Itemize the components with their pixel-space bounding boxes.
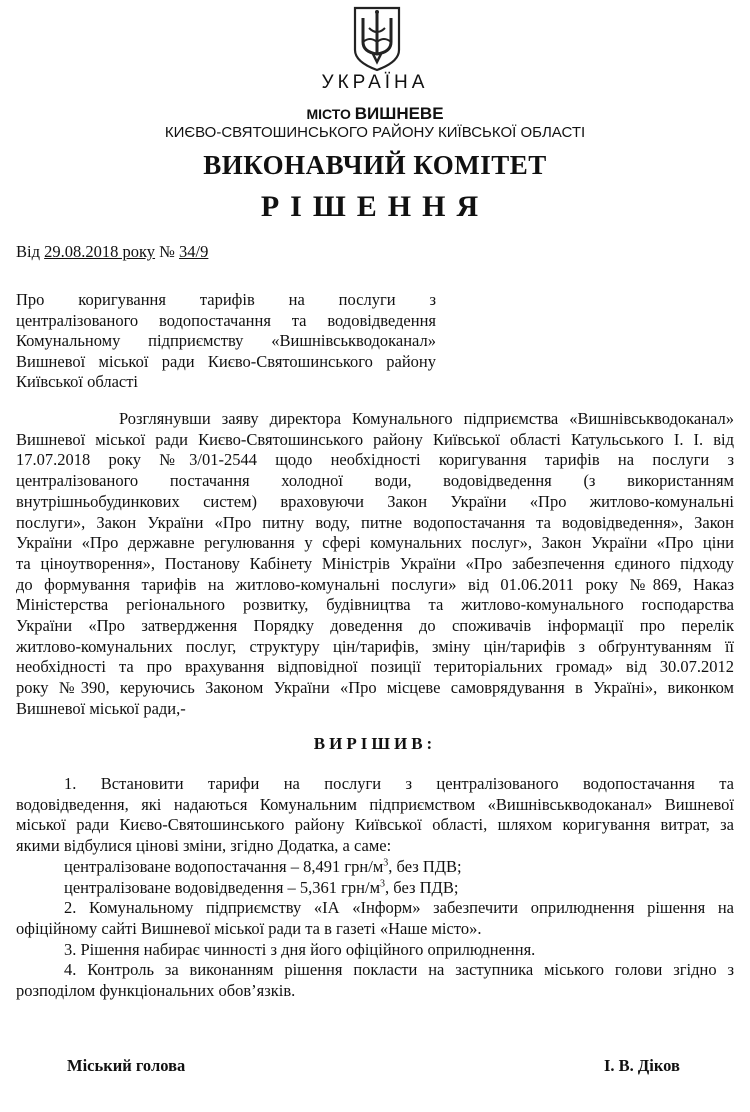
preamble-line: послуги», Закон України «Про питну воду, питне водопостачання та водовідведення», Закон	[16, 512, 734, 532]
preamble-line: до формування тарифів на житлово-комунальні послуги» від 01.06.2011 року №869, Наказ	[16, 574, 734, 594]
tariff-suffix: , без ПДВ;	[385, 877, 459, 897]
decision-items	[16, 774, 734, 1002]
dateline	[16, 242, 208, 262]
tariff-text: централізоване водопостачання – 8,491 грн/м	[64, 856, 384, 876]
subject-line: Комунальному підприємству «Вишнівськводоканал»	[16, 331, 436, 350]
subject-line: Про коригування тарифів на послуги з	[16, 290, 436, 309]
preamble-line: року №390, керуючись Законом України «Про місцеве самоврядування в Україні», виконком	[16, 678, 734, 698]
committee-title: ВИКОНАВЧИЙ КОМІТЕТ	[203, 150, 547, 180]
tariff-water-drainage	[16, 878, 734, 899]
tariff-unit-power: 3	[380, 878, 386, 890]
tariff-text: централізоване водовідведення – 5,361 грн/м	[64, 877, 381, 897]
preamble-line: необхідності та про врахування відповідної позиції територіальних громад» від 30.07.2012	[16, 657, 734, 677]
resolved-heading: ВИРІШИВ:	[313, 734, 437, 753]
item-1-line: якими відбулися цінові зміни, згідно Додатка, а саме:	[16, 836, 392, 856]
preamble-line: Вишневої міської ради Києво-Святошинського району Київської області Катульського І. І. від	[16, 429, 734, 449]
preamble-line: житлово-комунальних послуг, структуру цін/тарифів, зміну цін/тарифів з обґрунтуванням її	[16, 636, 734, 656]
preamble-line: України «Про затвердження Порядку доведення до споживачів інформації про перелік	[16, 616, 734, 636]
trident-coat-of-arms-icon	[352, 6, 402, 72]
city-name: ВИШНЕВЕ	[354, 104, 444, 123]
decision-number: 34/9	[179, 242, 209, 261]
document-type-title: РІШЕННЯ	[260, 190, 490, 223]
item-4-line: 4. Контроль за виконанням рішення покласти на заступника міського голови згідно з	[64, 960, 734, 980]
item-1-line: 1. Встановити тарифи на послуги з централізованого водопостачання та	[64, 774, 734, 793]
preamble-line: України «Про державне регулювання у сфері комунальних послуг», Закон України «Про ціни	[16, 533, 734, 553]
tariff-water-supply	[16, 857, 734, 878]
item-1-line: водовідведення, які надаються Комунальним підприємством «Вишнівськводоканал» Вишневої	[16, 794, 734, 814]
preamble-line: Вишневої міської ради,-	[16, 698, 186, 718]
preamble	[16, 409, 734, 720]
country-name: УКРАЇНА	[321, 72, 429, 93]
dateline-prefix: Від	[16, 242, 40, 261]
district-name: КИЄВО-СВЯТОШИНСЬКОГО РАЙОНУ КИЇВСЬКОЇ ОБЛАСТІ	[164, 124, 586, 141]
preamble-line: Розглянувши заяву директора Комунального підприємства «Вишнівськводоканал»	[119, 409, 734, 428]
tariff-unit-power: 3	[383, 857, 389, 869]
item-2-line: офіційному сайті Вишневої міської ради та в газеті «Наше місто».	[16, 918, 482, 938]
preamble-line: внутрішньобудинкових систем) враховуючи Закон України «Про житлово-комунальні	[16, 491, 734, 511]
item-1-line: міської ради Києво-Святошинського району Київської області, шляхом коригування витрат, за	[16, 815, 734, 835]
preamble-line: Міністерства регіонального розвитку, будівництва та житлово-комунального господарства	[16, 595, 734, 615]
tariff-suffix: , без ПДВ;	[388, 856, 462, 876]
preamble-line: 17.07.2018 року №3/01-2544 щодо необхідності коригування тарифів на послуги з	[16, 450, 734, 470]
preamble-line: централізованого постачання холодної води, водовідведення (з використанням	[16, 471, 734, 491]
decision-subject	[16, 290, 436, 393]
subject-line: централізованого водопостачання та водовідведення	[16, 310, 436, 330]
city-title	[0, 104, 750, 124]
item-4-line: розподілом функціональних обов’язків.	[16, 981, 296, 1001]
number-label: №	[159, 242, 175, 261]
signatory-name: І. В. Діков	[604, 1056, 680, 1075]
signatory-title: Міський голова	[67, 1056, 186, 1075]
subject-line: Вишневої міської ради Києво-Святошинського району	[16, 351, 436, 371]
subject-line: Київської області	[16, 372, 139, 391]
preamble-line: та ціноутворення», Постанову Кабінету Міністрів України «Про забезпечення єдиного підходу	[16, 553, 734, 573]
item-2-line: 2. Комунальному підприємству «ІА «Інформ» забезпечити оприлюднення рішення на	[64, 898, 734, 918]
decision-date: 29.08.2018 року	[44, 242, 156, 261]
city-prefix: МІСТО	[306, 106, 351, 122]
item-3: 3. Рішення набирає чинності з дня його офіційного оприлюднення.	[64, 939, 536, 959]
